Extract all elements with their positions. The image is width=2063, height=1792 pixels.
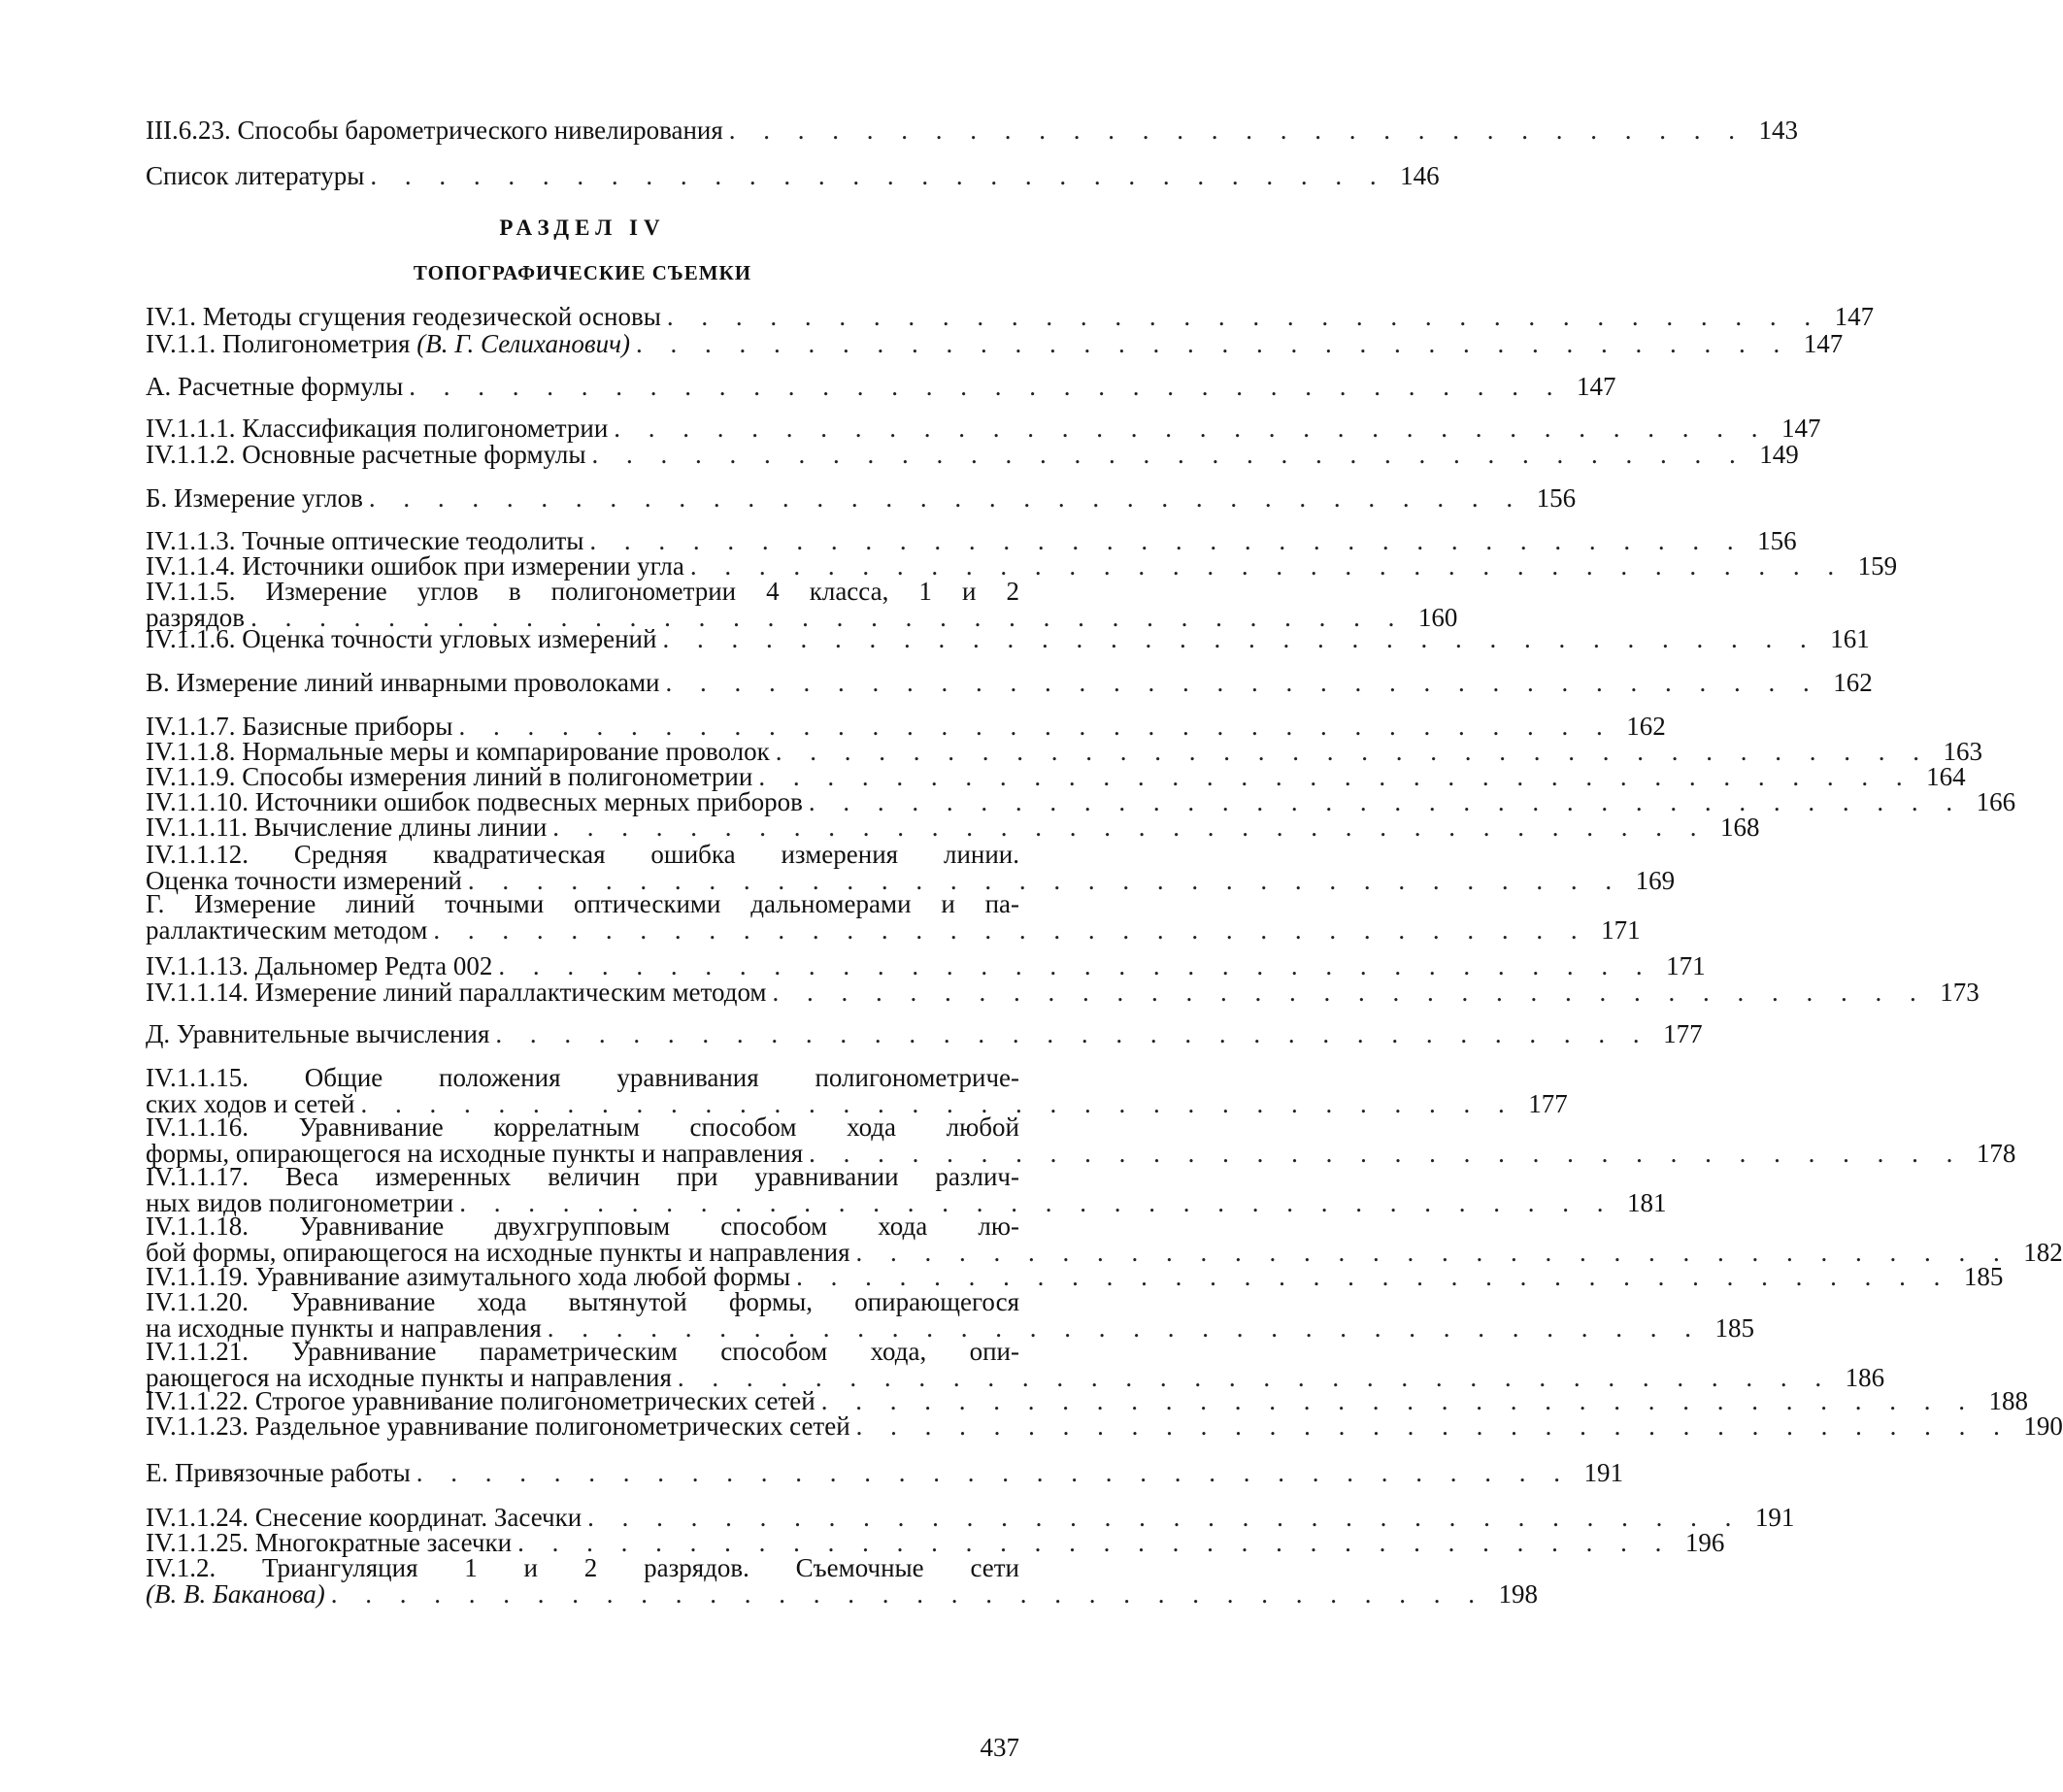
toc-page: 191 [1754, 1503, 1795, 1532]
dot-leader: . . . . . . . . . . . . . . . . . . . . . . . . . . . . . . . . . . [591, 440, 1747, 469]
toc-page: 177 [1663, 1019, 1703, 1048]
toc-page: 171 [1601, 915, 1641, 945]
dot-leader: . . . . . . . . . . . . . . . . . . . . . . . . . . . . . . . . . . [552, 813, 1708, 842]
toc-title: разрядов [146, 603, 246, 632]
dot-leader: . . . . . . . . . . . . . . . . . . . . . . . . . . . . . . . . . . [409, 372, 1564, 401]
toc-title: Е. Привязочные работы [146, 1458, 411, 1487]
toc-title: Б. Измерение углов [146, 483, 363, 513]
toc-title [146, 1581, 325, 1608]
dot-leader: . . . . . . . . . . . . . . . . . . . . . . . . . . . . . . . . . . [775, 737, 1930, 766]
toc-title: IV.1.1.13. Дальномер Редта 002 [146, 951, 493, 980]
dot-leader: . . . . . . . . . . . . . . . . . . . . . . . . . . . . . . . . . . [772, 978, 1927, 1007]
toc-title: IV.1.1.24. Снесение координат. Засечки [146, 1503, 582, 1532]
toc-page: 182 [2023, 1238, 2063, 1267]
toc-entry [146, 551, 1898, 581]
toc-page: 159 [1857, 551, 1898, 581]
toc-entry [146, 161, 1440, 190]
toc-page: 164 [1926, 762, 1966, 791]
dot-leader: . . . . . . . . . . . . . . . . . . . . . . . . . . . . . . . . . . [498, 951, 1653, 980]
toc-entry [146, 483, 1577, 513]
toc-page: 161 [1830, 624, 1870, 653]
toc-page: 166 [1976, 787, 2016, 816]
toc-entry [146, 762, 1966, 791]
toc-title: Оценка точности измерений [146, 866, 462, 895]
toc-entry [146, 440, 1799, 469]
dot-leader: . . . . . . . . . . . . . . . . . . . . . . . . . . . . . . . . . . [459, 1188, 1614, 1217]
toc-page: 185 [1963, 1262, 2004, 1291]
dot-leader: . . . . . . . . . . . . . . . . . . . . . . . . . . . . . . . . . . [547, 1313, 1702, 1343]
toc-title: Список литературы [146, 161, 365, 190]
toc-entry [146, 624, 1870, 653]
toc-page: 185 [1714, 1313, 1754, 1343]
toc-title: IV.1.1.3. Точные оптические теодолиты [146, 526, 584, 555]
toc-title: IV.1. Методы сгущения геодезической основы [146, 302, 661, 331]
dot-leader: . . . . . . . . . . . . . . . . . . . . . . . . . . . . . . . . . . [820, 1386, 1976, 1415]
toc-entry [146, 1019, 1703, 1048]
toc-title-line: IV.1.1.15. Общие положения уравнивания полигонометриче- [146, 1063, 1019, 1092]
dot-leader: . . . . . . . . . . . . . . . . . . . . . . . . . . . . . . . . . . [250, 603, 1406, 632]
dot-leader: . . . . . . . . . . . . . . . . . . . . . . . . . . . . . . . . . . [796, 1262, 1951, 1291]
toc-title-line: IV.1.1.18. Уравнивание двухгрупповым способом хода лю- [146, 1211, 1019, 1241]
toc-title: IV.1.1.11. Вычисление длины линии [146, 813, 548, 842]
dot-leader: . . . . . . . . . . . . . . . . . . . . . . . . . . . . . . . . . . [416, 1458, 1572, 1487]
dot-leader: . . . . . . . . . . . . . . . . . . . . . . . . . . . . . . . . . . [689, 551, 1846, 581]
toc-entry [146, 577, 1458, 632]
toc-title: ных видов полигонометрии [146, 1188, 454, 1217]
toc-entry [146, 329, 1844, 358]
dot-leader: . . . . . . . . . . . . . . . . . . . . . . . . . . . . . . . . . . [855, 1411, 2011, 1441]
toc-page: 162 [1626, 712, 1666, 741]
dot-leader: . . . . . . . . . . . . . . . . . . . . . . . . . . . . . . . . . . [495, 1019, 1650, 1048]
toc-title-line: IV.1.1.5. Измерение углов в полигонометрии 4 класса, 1 и 2 [146, 577, 1019, 606]
toc-page: 190 [2023, 1411, 2063, 1441]
toc-page: 146 [1400, 161, 1440, 190]
dot-leader: . . . . . . . . . . . . . . . . . . . . . . . . . . . . . . . . . . [587, 1503, 1743, 1532]
dot-leader: . . . . . . . . . . . . . . . . . . . . . . . . . . . . . . . . . . [517, 1528, 1673, 1557]
toc-page: 156 [1757, 526, 1797, 555]
page-number: 437 [980, 1733, 1019, 1762]
dot-leader: . . . . . . . . . . . . . . . . . . . . . . . . . . . . . . . . . . [458, 712, 1614, 741]
toc-page: 162 [1833, 668, 1873, 697]
toc-title-line: IV.1.1.20. Уравнивание хода вытянутой формы, опирающегося [146, 1287, 1019, 1316]
toc-entry [146, 1458, 1624, 1487]
toc-title: IV.1.1. Полигонометрия (В. Г. Селиханович) [146, 329, 630, 358]
toc-page: 177 [1528, 1089, 1568, 1118]
dot-leader: . . . . . . . . . . . . . . . . . . . . . . . . . . . . . . . . . . [665, 668, 1820, 697]
toc-entry [146, 414, 1821, 443]
toc-page: 156 [1536, 483, 1577, 513]
dot-leader: . . . . . . . . . . . . . . . . . . . . . . . . . . . . . . . . . . [666, 302, 1822, 331]
toc-entry [146, 712, 1666, 741]
toc-page: 196 [1684, 1528, 1725, 1557]
dot-leader: . . . . . . . . . . . . . . . . . . . . . . . . . . . . . . . . . . [808, 787, 1964, 816]
toc-entry [146, 978, 1980, 1007]
toc-title: IV.1.1.4. Источники ошибок при измерении угла [146, 551, 684, 581]
toc-page: 160 [1417, 603, 1458, 632]
dot-leader: . . . . . . . . . . . . . . . . . . . . . . . . . . . . . . . . . . [360, 1089, 1515, 1118]
toc-title-line: IV.1.1.17. Веса измеренных величин при уравнивании различ- [146, 1162, 1019, 1191]
toc-entry [146, 951, 1706, 980]
toc-entry [146, 1211, 2063, 1267]
toc-page: 147 [1834, 302, 1875, 331]
toc-title: IV.1.1.19. Уравнивание азимутального хода любой формы [146, 1262, 791, 1291]
toc-page: 198 [1498, 1579, 1539, 1609]
toc-entry [146, 668, 1873, 697]
toc-title-line: IV.1.1.12. Средняя квадратическая ошибка измерения линии. [146, 840, 1019, 869]
toc-entry [146, 1262, 2004, 1291]
toc-title-line: IV.1.1.21. Уравнивание параметрическим способом хода, опи- [146, 1337, 1019, 1366]
dot-leader: . . . . . . . . . . . . . . . . . . . . . . . . . . . . . . . . . . [368, 483, 1524, 513]
toc-title: IV.1.1.8. Нормальные меры и компарирование проволок [146, 737, 770, 766]
toc-page: 147 [1803, 329, 1844, 358]
toc-title: формы, опирающегося на исходные пункты и направления [146, 1139, 804, 1168]
toc-entry [146, 1337, 1885, 1392]
toc-title: IV.1.1.1. Классификация полигонометрии [146, 414, 609, 443]
toc-entry [146, 889, 1641, 945]
toc-title: рающегося на исходные пункты и направления [146, 1363, 672, 1392]
toc-entry [146, 1112, 2016, 1168]
dot-leader: . . . . . . . . . . . . . . . . . . . . . . . . . . . . . . . . . . [614, 414, 1769, 443]
author-name: (В. В. Баканова) [146, 1579, 325, 1609]
toc-entry [146, 372, 1616, 401]
toc-page: 181 [1626, 1188, 1667, 1217]
dot-leader: . . . . . . . . . . . . . . . . . . . . . . . . . . . . . . . . . . [635, 329, 1791, 358]
toc-page: 163 [1943, 737, 1982, 766]
toc-entry [146, 1528, 1725, 1557]
toc-title: IV.1.1.6. Оценка точности угловых измерений [146, 624, 657, 653]
toc-entry [146, 302, 1875, 331]
toc-page: 191 [1583, 1458, 1624, 1487]
toc-entry [146, 840, 1676, 895]
toc-page: 168 [1720, 813, 1760, 842]
toc-entry [146, 787, 2016, 816]
toc-page: 171 [1666, 951, 1706, 980]
toc-title-line: Г. Измерение линий точными оптическими дальномерами и па- [146, 889, 1019, 918]
toc-title: IV.1.1.9. Способы измерения линий в полигонометрии [146, 762, 753, 791]
toc-page: 143 [1758, 116, 1799, 145]
toc-page: 147 [1781, 414, 1821, 443]
section-title: ТОПОГРАФИЧЕСКИЕ СЪЕМКИ [413, 261, 752, 284]
toc-title: IV.1.1.2. Основные расчетные формулы [146, 440, 586, 469]
section-label: РАЗДЕЛ IV [499, 216, 666, 240]
toc-title-line: IV.1.1.16. Уравнивание коррелатным способом хода любой [146, 1112, 1019, 1142]
toc-page: 188 [1988, 1386, 2028, 1415]
dot-leader: . . . . . . . . . . . . . . . . . . . . . . . . . . . . . . . . . . [330, 1579, 1486, 1609]
dot-leader: . . . . . . . . . . . . . . . . . . . . . . . . . . . . . . . . . . [662, 624, 1817, 653]
toc-entry [146, 1287, 1754, 1343]
toc-title: ских ходов и сетей [146, 1089, 355, 1118]
toc-entry [146, 1386, 2028, 1415]
toc-page: 169 [1635, 866, 1676, 895]
dot-leader: . . . . . . . . . . . . . . . . . . . . . . . . . . . . . . . . . . [855, 1238, 2011, 1267]
toc-entry [146, 1063, 1568, 1118]
toc-title: раллактическим методом [146, 915, 428, 945]
toc-page: 147 [1576, 372, 1616, 401]
dot-leader: . . . . . . . . . . . . . . . . . . . . . . . . . . . . . . . . . . [677, 1363, 1833, 1392]
toc-entry [146, 737, 1982, 766]
toc-page: 186 [1845, 1363, 1885, 1392]
toc-title: бой формы, опирающегося на исходные пункты и направления [146, 1238, 850, 1267]
toc-title-line: IV.1.2. Триангуляция 1 и 2 разрядов. Съемочные сети [146, 1553, 1019, 1582]
toc-title: III.6.23. Способы барометрического нивелирования [146, 116, 723, 145]
dot-leader: . . . . . . . . . . . . . . . . . . . . . . . . . . . . . . . . . . [589, 526, 1745, 555]
dot-leader: . . . . . . . . . . . . . . . . . . . . . . . . . . . . . . . . . . [433, 915, 1588, 945]
toc-page: 173 [1940, 978, 1980, 1007]
toc-title: IV.1.1.22. Строгое уравнивание полигонометрических сетей [146, 1386, 815, 1415]
toc-entry [146, 526, 1797, 555]
toc-entry [146, 116, 1799, 145]
toc-title: IV.1.1.7. Базисные приборы [146, 712, 453, 741]
toc-title: IV.1.1.23. Раздельное уравнивание полигонометрических сетей [146, 1411, 850, 1441]
toc-title: IV.1.1.25. Многократные засечки [146, 1528, 513, 1557]
toc-title: IV.1.1.14. Измерение линий параллактическим методом [146, 978, 767, 1007]
toc-entry [146, 1503, 1795, 1532]
dot-leader: . . . . . . . . . . . . . . . . . . . . . . . . . . . . . . [370, 161, 1387, 190]
dot-leader: . . . . . . . . . . . . . . . . . . . . . . . . . . . . . . . . . . [467, 866, 1623, 895]
toc-title: В. Измерение линий инварными проволоками [146, 668, 660, 697]
toc-entry [146, 1553, 1539, 1609]
toc-entry [146, 813, 1760, 842]
dot-leader: . . . . . . . . . . . . . . . . . . . . . . . . . . . . . . . . . . [758, 762, 1913, 791]
toc-page: 178 [1976, 1139, 2016, 1168]
toc-title: на исходные пункты и направления [146, 1313, 542, 1343]
author-name: (В. Г. Селиханович) [416, 329, 630, 358]
toc-entry [146, 1411, 2063, 1441]
dot-leader: . . . . . . . . . . . . . . . . . . . . . . . . . . . . . . [728, 116, 1747, 145]
toc-title: Д. Уравнительные вычисления [146, 1019, 490, 1048]
toc-title: А. Расчетные формулы [146, 372, 404, 401]
dot-leader: . . . . . . . . . . . . . . . . . . . . . . . . . . . . . . . . . . [809, 1139, 1964, 1168]
toc-entry [146, 1162, 1667, 1217]
toc-page: 149 [1759, 440, 1799, 469]
toc-title: IV.1.1.10. Источники ошибок подвесных мерных приборов [146, 787, 803, 816]
